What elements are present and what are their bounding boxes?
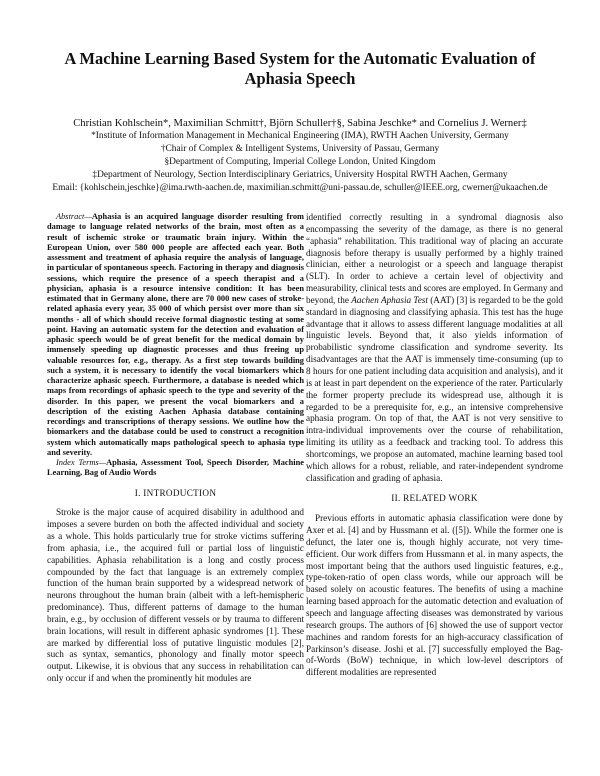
author-names: Christian Kohlschein*, Maximilian Schmitt†, Björn Schuller†§, Sabina Jeschke* and Cornelius J. Werner‡ [73, 118, 527, 129]
index-terms [47, 458, 304, 479]
abstract [47, 212, 304, 458]
affiliation-ima: *Institute of Information Management in Mechanical Engineering (IMA), RWTH Aachen University, Germany [91, 131, 509, 141]
section-heading-introduction: I. INTRODUCTION [134, 487, 217, 498]
affiliation-neurology: ‡Department of Neurology, Section Interdisciplinary Geriatrics, University Hospital RWTH Aachen, Germany [92, 169, 508, 180]
section-heading-related-work: II. RELATED WORK [391, 493, 478, 504]
aachen-aphasia-test-term: Aachen Aphasia Test [351, 294, 428, 305]
introduction-paragraph: Stroke is the major cause of acquired disability in adulthood and imposes a severe burden on both the affected individual and society as a whole. This holds particularly true for stroke victims suffering from aphasia, i.e., the acquired full or partial loss of linguistic capabilities. Aphasia rehabilitation is a long and costly process compounded by the fact that language is an extremely complex function of the human brain supported by a widespread network of neurons throughout the human brain (albeit with a left-hemispheric predominance). Thus, different patterns of damage to the human brain, e.g., by occlusion of different vessels or by trauma to different brain locations, will result in different aphasic syndromes [1]. These are marked by differential loss of putative linguistic modules [2], such as syntax, semantics, phonology and finally motor speech output. Likewise, it is obvious that any success in rehabilitation can only occur if and when the prominently hit modules are [47, 507, 304, 684]
index-terms-text: Aphasia, Assessment Tool, Speech Disorder, Machine Learning, Bag of Audio Words [47, 458, 305, 478]
index-terms-label: Index Terms— [56, 458, 107, 467]
intro-cont-text-2: (AAT) [3] is regarded to be the gold standard in diagnosing and classifying aphasia. This test has the huge advantage that it allows to assess different language modalities at all linguistic levels. Beyond that, it also yields information of probabilistic syndrome classification and syndrome severity. Its disadvantages are that the AAT is immensely time-consuming (up to 8 hours for one patient including data acquisition and analysis), and it is at least in part dependent on the experience of the rater. Particularly the former property preclude its widespread use, although it is regarded to be a prerequisite for, e.g., an intensive comprehensive aphasia program. On top of that, the AAT is not very sensitive to intra-individual improvements over the course of rehabilitation, limiting its utility as a feedback and tracking tool. To address this shortcomings, we propose an automated, machine learning based tool which allows for a robust, reliable, and rater-independent syndrome classification and grading of aphasia. [306, 294, 563, 483]
author-block [30, 117, 570, 195]
abstract-label: Abstract— [56, 212, 92, 221]
right-column [306, 212, 563, 679]
introduction-continuation [306, 212, 563, 484]
abstract-text: Aphasia is an acquired language disorder resulting from damage to language related networks of the brain, most often as a result of ischemic stroke or traumatic brain injury. Within the European Union, over 580 000 people are affected each year. Both assessment and treatment of aphasia require the analysis of language, in particular of spontaneous speech. Factoring in therapy and diagnosis sessions, which require the presence of a speech therapist and a physician, aphasia is a resource intensive condition: It has been estimated that in Germany alone, there are 70 000 new cases of stroke-related aphasia every year, 35 000 of which persist over more than six months - all of which should receive formal diagnostic testing at some point. Having an automatic system for the detection and evaluation of aphasic speech would be of great benefit for the medical domain by immensely speeding up diagnostic processes and thus freeing up valuable resources for, e.g., therapy. As a first step towards building such a system, it is necessary to identify the vocal biomarkers which characterize aphasic speech. Furthermore, a database is needed which maps from recordings of aphasic speech to the type and severity of the disorder. In this paper, we present the vocal biomarkers and a description of the existing Aachen Aphasia database containing recordings and transcriptions of therapy sessions. We outline how the biomarkers and the database could be used to construct a recognition system which automatically maps pathological speech to aphasia type and severity. [47, 212, 304, 457]
author-emails: Email: {kohlschein,jeschke}@ima.rwth-aachen.de, maximilian.schmitt@uni-passau.de, schuller@IEEE.org, cwerner@ukaachen.de [52, 182, 548, 193]
paper-title: A Machine Learning Based System for the Automatic Evaluation of Aphasia Speech [64, 49, 536, 88]
left-column [47, 212, 304, 685]
affiliation-passau: †Chair of Complex & Intelligent Systems, University of Passau, Germany [160, 143, 440, 154]
affiliation-imperial: §Department of Computing, Imperial College London, United Kingdom [164, 156, 436, 167]
related-work-paragraph: Previous efforts in automatic aphasia classification were done by Axer et al. [4] and by Hussmann et al. ([5]). While the former one is defunct, the later one is, though highly accurate, not very time-efficient. Our work differs from Hussmann et al. in many aspects, the most important being that the authors used linguistic features, e.g., type-token-ratio of open class words, while our approach will be based solely on acoustic features. The benefits of using a machine learning based approach for the automatic detection and evaluation of speech and language affecting diseases was demonstrated by various research groups. The authors of [6] showed the use of support vector machines and random forests for an high-accuracy classification of Parkinson’s disease. Joshi et al. [7] successfully employed the Bag-of-Words (BoW) technique, in which low-level descriptors of different modalities are represented [306, 513, 563, 678]
intro-cont-text-1: identified correctly resulting in a syndromal diagnosis also encompassing the severity of the damage, as there is no general “aphasia” rehabilitation. This traditional way of placing an accurate diagnosis before therapy is usually performed by a highly trained clinician, either a neurologist or a speech and language therapist (SLT). In order to achieve a certain level of objectivity and measurability, clinical tests and scores are employed. In Germany and beyond, the [306, 212, 563, 305]
